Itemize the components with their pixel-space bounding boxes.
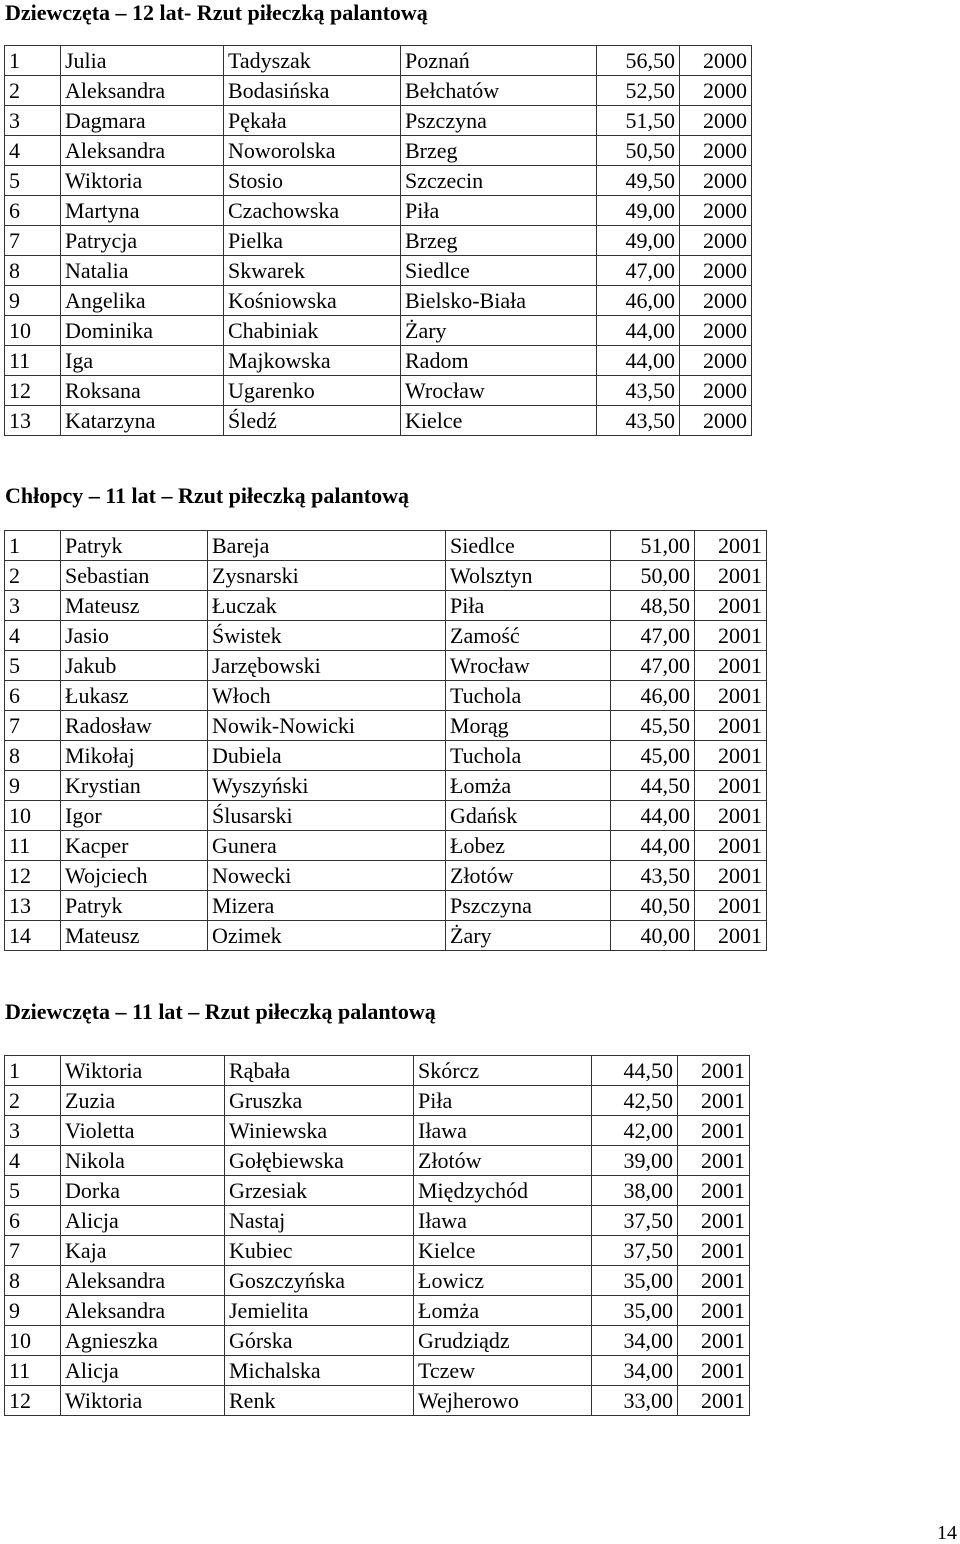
first-name-cell: Aleksandra	[61, 1296, 225, 1326]
birth-year-cell: 2001	[695, 621, 767, 651]
result-cell: 35,00	[592, 1296, 678, 1326]
result-cell: 44,00	[597, 346, 680, 376]
place-cell: 12	[5, 861, 61, 891]
first-name-cell: Violetta	[61, 1116, 225, 1146]
table-row	[5, 1326, 750, 1356]
first-name-cell: Martyna	[61, 196, 224, 226]
first-name-cell: Katarzyna	[61, 406, 224, 436]
city-cell: Kielce	[414, 1236, 592, 1266]
place-cell: 4	[5, 621, 61, 651]
table-row	[5, 741, 767, 771]
birth-year-cell: 2000	[680, 376, 752, 406]
last-name-cell: Łuczak	[208, 591, 446, 621]
table-row	[5, 771, 767, 801]
place-cell: 8	[5, 741, 61, 771]
city-cell: Gdańsk	[446, 801, 611, 831]
first-name-cell: Alicja	[61, 1356, 225, 1386]
table-row	[5, 76, 752, 106]
first-name-cell: Zuzia	[61, 1086, 225, 1116]
last-name-cell: Wyszyński	[208, 771, 446, 801]
table-row	[5, 1386, 750, 1416]
city-cell: Grudziądz	[414, 1326, 592, 1356]
first-name-cell: Natalia	[61, 256, 224, 286]
place-cell: 6	[5, 681, 61, 711]
table-row	[5, 1176, 750, 1206]
first-name-cell: Julia	[61, 46, 224, 76]
city-cell: Łomża	[446, 771, 611, 801]
last-name-cell: Nowik-Nowicki	[208, 711, 446, 741]
city-cell: Skórcz	[414, 1056, 592, 1086]
table-row	[5, 1266, 750, 1296]
place-cell: 9	[5, 286, 61, 316]
result-cell: 46,00	[597, 286, 680, 316]
first-name-cell: Dorka	[61, 1176, 225, 1206]
birth-year-cell: 2001	[678, 1086, 750, 1116]
city-cell: Morąg	[446, 711, 611, 741]
table-row	[5, 861, 767, 891]
birth-year-cell: 2000	[680, 286, 752, 316]
first-name-cell: Mikołaj	[61, 741, 208, 771]
city-cell: Radom	[401, 346, 597, 376]
result-cell: 48,50	[611, 591, 695, 621]
first-name-cell: Wiktoria	[61, 166, 224, 196]
city-cell: Pszczyna	[401, 106, 597, 136]
place-cell: 12	[5, 1386, 61, 1416]
last-name-cell: Pielka	[224, 226, 401, 256]
result-cell: 43,50	[597, 406, 680, 436]
birth-year-cell: 2001	[695, 891, 767, 921]
city-cell: Wejherowo	[414, 1386, 592, 1416]
birth-year-cell: 2001	[695, 531, 767, 561]
place-cell: 10	[5, 316, 61, 346]
place-cell: 8	[5, 256, 61, 286]
birth-year-cell: 2001	[678, 1116, 750, 1146]
first-name-cell: Aleksandra	[61, 136, 224, 166]
result-cell: 44,00	[611, 801, 695, 831]
city-cell: Kielce	[401, 406, 597, 436]
last-name-cell: Gołębiewska	[225, 1146, 414, 1176]
last-name-cell: Michalska	[225, 1356, 414, 1386]
results-table-girls-11	[4, 1055, 750, 1416]
birth-year-cell: 2001	[695, 921, 767, 951]
result-cell: 37,50	[592, 1206, 678, 1236]
result-cell: 49,00	[597, 196, 680, 226]
city-cell: Żary	[446, 921, 611, 951]
result-cell: 45,00	[611, 741, 695, 771]
first-name-cell: Łukasz	[61, 681, 208, 711]
last-name-cell: Bareja	[208, 531, 446, 561]
result-cell: 51,00	[611, 531, 695, 561]
result-cell: 44,00	[597, 316, 680, 346]
birth-year-cell: 2001	[678, 1356, 750, 1386]
last-name-cell: Winiewska	[225, 1116, 414, 1146]
result-cell: 34,00	[592, 1326, 678, 1356]
last-name-cell: Kubiec	[225, 1236, 414, 1266]
city-cell: Bielsko-Biała	[401, 286, 597, 316]
result-cell: 44,00	[611, 831, 695, 861]
last-name-cell: Goszczyńska	[225, 1266, 414, 1296]
birth-year-cell: 2001	[695, 831, 767, 861]
place-cell: 11	[5, 1356, 61, 1386]
first-name-cell: Aleksandra	[61, 76, 224, 106]
last-name-cell: Bodasińska	[224, 76, 401, 106]
last-name-cell: Śledź	[224, 406, 401, 436]
city-cell: Zamość	[446, 621, 611, 651]
last-name-cell: Jemielita	[225, 1296, 414, 1326]
result-cell: 43,50	[597, 376, 680, 406]
first-name-cell: Nikola	[61, 1146, 225, 1176]
place-cell: 7	[5, 1236, 61, 1266]
birth-year-cell: 2001	[678, 1176, 750, 1206]
birth-year-cell: 2001	[695, 651, 767, 681]
place-cell: 3	[5, 591, 61, 621]
last-name-cell: Noworolska	[224, 136, 401, 166]
city-cell: Tuchola	[446, 741, 611, 771]
table-row	[5, 316, 752, 346]
result-cell: 33,00	[592, 1386, 678, 1416]
table-row	[5, 1086, 750, 1116]
city-cell: Poznań	[401, 46, 597, 76]
table-row	[5, 1206, 750, 1236]
first-name-cell: Jakub	[61, 651, 208, 681]
first-name-cell: Sebastian	[61, 561, 208, 591]
place-cell: 13	[5, 406, 61, 436]
table-row	[5, 1236, 750, 1266]
first-name-cell: Patrycja	[61, 226, 224, 256]
place-cell: 6	[5, 196, 61, 226]
first-name-cell: Mateusz	[61, 591, 208, 621]
result-cell: 50,50	[597, 136, 680, 166]
city-cell: Międzychód	[414, 1176, 592, 1206]
table-row	[5, 46, 752, 76]
place-cell: 2	[5, 1086, 61, 1116]
section-heading-boys-11: Chłopcy – 11 lat – Rzut piłeczką palantową	[5, 483, 409, 508]
place-cell: 3	[5, 106, 61, 136]
place-cell: 5	[5, 166, 61, 196]
birth-year-cell: 2000	[680, 226, 752, 256]
table-row	[5, 801, 767, 831]
birth-year-cell: 2000	[680, 76, 752, 106]
table-row	[5, 531, 767, 561]
last-name-cell: Grzesiak	[225, 1176, 414, 1206]
birth-year-cell: 2001	[695, 711, 767, 741]
place-cell: 10	[5, 801, 61, 831]
birth-year-cell: 2000	[680, 196, 752, 226]
table-row	[5, 711, 767, 741]
last-name-cell: Chabiniak	[224, 316, 401, 346]
last-name-cell: Gunera	[208, 831, 446, 861]
birth-year-cell: 2001	[678, 1386, 750, 1416]
last-name-cell: Kośniowska	[224, 286, 401, 316]
birth-year-cell: 2001	[695, 771, 767, 801]
table-row	[5, 561, 767, 591]
birth-year-cell: 2000	[680, 256, 752, 286]
place-cell: 13	[5, 891, 61, 921]
place-cell: 10	[5, 1326, 61, 1356]
first-name-cell: Wojciech	[61, 861, 208, 891]
section-heading-girls-12: Dziewczęta – 12 lat- Rzut piłeczką palantową	[5, 0, 428, 25]
table-row	[5, 681, 767, 711]
birth-year-cell: 2001	[695, 861, 767, 891]
table-row	[5, 256, 752, 286]
table-row	[5, 651, 767, 681]
table-row	[5, 166, 752, 196]
result-cell: 43,50	[611, 861, 695, 891]
first-name-cell: Patryk	[61, 891, 208, 921]
first-name-cell: Dagmara	[61, 106, 224, 136]
city-cell: Tczew	[414, 1356, 592, 1386]
place-cell: 14	[5, 921, 61, 951]
last-name-cell: Stosio	[224, 166, 401, 196]
last-name-cell: Czachowska	[224, 196, 401, 226]
birth-year-cell: 2000	[680, 136, 752, 166]
result-cell: 35,00	[592, 1266, 678, 1296]
last-name-cell: Renk	[225, 1386, 414, 1416]
table-row	[5, 226, 752, 256]
table-row	[5, 891, 767, 921]
last-name-cell: Górska	[225, 1326, 414, 1356]
result-cell: 42,50	[592, 1086, 678, 1116]
result-cell: 47,00	[611, 651, 695, 681]
last-name-cell: Mizera	[208, 891, 446, 921]
last-name-cell: Dubiela	[208, 741, 446, 771]
birth-year-cell: 2001	[678, 1296, 750, 1326]
result-cell: 38,00	[592, 1176, 678, 1206]
last-name-cell: Nastaj	[225, 1206, 414, 1236]
birth-year-cell: 2001	[695, 801, 767, 831]
result-cell: 56,50	[597, 46, 680, 76]
first-name-cell: Dominika	[61, 316, 224, 346]
result-cell: 39,00	[592, 1146, 678, 1176]
birth-year-cell: 2001	[678, 1326, 750, 1356]
table-row	[5, 136, 752, 166]
city-cell: Pszczyna	[446, 891, 611, 921]
first-name-cell: Mateusz	[61, 921, 208, 951]
birth-year-cell: 2001	[695, 741, 767, 771]
page-number: 14	[937, 1522, 957, 1544]
last-name-cell: Ślusarski	[208, 801, 446, 831]
table-row	[5, 1296, 750, 1326]
table-row	[5, 406, 752, 436]
result-cell: 45,50	[611, 711, 695, 741]
city-cell: Piła	[401, 196, 597, 226]
last-name-cell: Jarzębowski	[208, 651, 446, 681]
table-row	[5, 831, 767, 861]
birth-year-cell: 2000	[680, 46, 752, 76]
table-row	[5, 1146, 750, 1176]
last-name-cell: Rąbała	[225, 1056, 414, 1086]
place-cell: 1	[5, 46, 61, 76]
result-cell: 40,50	[611, 891, 695, 921]
result-cell: 52,50	[597, 76, 680, 106]
result-cell: 49,50	[597, 166, 680, 196]
section-heading-girls-11: Dziewczęta – 11 lat – Rzut piłeczką palantową	[5, 999, 436, 1024]
result-cell: 40,00	[611, 921, 695, 951]
place-cell: 2	[5, 561, 61, 591]
table-row	[5, 286, 752, 316]
city-cell: Piła	[414, 1086, 592, 1116]
city-cell: Iława	[414, 1206, 592, 1236]
birth-year-cell: 2000	[680, 106, 752, 136]
table-row	[5, 591, 767, 621]
result-cell: 51,50	[597, 106, 680, 136]
place-cell: 9	[5, 771, 61, 801]
first-name-cell: Kaja	[61, 1236, 225, 1266]
first-name-cell: Wiktoria	[61, 1386, 225, 1416]
result-cell: 42,00	[592, 1116, 678, 1146]
table-row	[5, 346, 752, 376]
first-name-cell: Kacper	[61, 831, 208, 861]
last-name-cell: Skwarek	[224, 256, 401, 286]
city-cell: Wrocław	[446, 651, 611, 681]
city-cell: Siedlce	[446, 531, 611, 561]
last-name-cell: Ugarenko	[224, 376, 401, 406]
result-cell: 44,50	[611, 771, 695, 801]
place-cell: 8	[5, 1266, 61, 1296]
last-name-cell: Majkowska	[224, 346, 401, 376]
city-cell: Brzeg	[401, 136, 597, 166]
first-name-cell: Agnieszka	[61, 1326, 225, 1356]
first-name-cell: Angelika	[61, 286, 224, 316]
place-cell: 1	[5, 531, 61, 561]
place-cell: 1	[5, 1056, 61, 1086]
birth-year-cell: 2001	[678, 1236, 750, 1266]
city-cell: Złotów	[446, 861, 611, 891]
city-cell: Iława	[414, 1116, 592, 1146]
table-row	[5, 621, 767, 651]
last-name-cell: Nowecki	[208, 861, 446, 891]
result-cell: 47,00	[597, 256, 680, 286]
place-cell: 7	[5, 226, 61, 256]
place-cell: 11	[5, 831, 61, 861]
birth-year-cell: 2001	[695, 591, 767, 621]
place-cell: 5	[5, 651, 61, 681]
place-cell: 3	[5, 1116, 61, 1146]
city-cell: Łowicz	[414, 1266, 592, 1296]
city-cell: Żary	[401, 316, 597, 346]
first-name-cell: Krystian	[61, 771, 208, 801]
first-name-cell: Igor	[61, 801, 208, 831]
birth-year-cell: 2000	[680, 166, 752, 196]
table-row	[5, 1056, 750, 1086]
birth-year-cell: 2001	[678, 1146, 750, 1176]
place-cell: 2	[5, 76, 61, 106]
city-cell: Siedlce	[401, 256, 597, 286]
birth-year-cell: 2001	[695, 681, 767, 711]
city-cell: Szczecin	[401, 166, 597, 196]
table-row	[5, 106, 752, 136]
result-cell: 50,00	[611, 561, 695, 591]
results-table-girls-12	[4, 45, 752, 436]
table-row	[5, 921, 767, 951]
first-name-cell: Wiktoria	[61, 1056, 225, 1086]
first-name-cell: Roksana	[61, 376, 224, 406]
city-cell: Brzeg	[401, 226, 597, 256]
first-name-cell: Jasio	[61, 621, 208, 651]
first-name-cell: Aleksandra	[61, 1266, 225, 1296]
city-cell: Wrocław	[401, 376, 597, 406]
table-row	[5, 196, 752, 226]
last-name-cell: Zysnarski	[208, 561, 446, 591]
first-name-cell: Alicja	[61, 1206, 225, 1236]
result-cell: 49,00	[597, 226, 680, 256]
last-name-cell: Tadyszak	[224, 46, 401, 76]
place-cell: 6	[5, 1206, 61, 1236]
result-cell: 47,00	[611, 621, 695, 651]
birth-year-cell: 2000	[680, 316, 752, 346]
city-cell: Złotów	[414, 1146, 592, 1176]
table-row	[5, 376, 752, 406]
birth-year-cell: 2001	[678, 1206, 750, 1236]
place-cell: 11	[5, 346, 61, 376]
birth-year-cell: 2001	[678, 1266, 750, 1296]
last-name-cell: Gruszka	[225, 1086, 414, 1116]
birth-year-cell: 2000	[680, 406, 752, 436]
result-cell: 34,00	[592, 1356, 678, 1386]
results-table-boys-11	[4, 530, 767, 951]
city-cell: Bełchatów	[401, 76, 597, 106]
result-cell: 46,00	[611, 681, 695, 711]
city-cell: Wolsztyn	[446, 561, 611, 591]
first-name-cell: Iga	[61, 346, 224, 376]
city-cell: Łobez	[446, 831, 611, 861]
place-cell: 5	[5, 1176, 61, 1206]
place-cell: 4	[5, 136, 61, 166]
table-row	[5, 1116, 750, 1146]
place-cell: 4	[5, 1146, 61, 1176]
place-cell: 12	[5, 376, 61, 406]
birth-year-cell: 2001	[695, 561, 767, 591]
city-cell: Łomża	[414, 1296, 592, 1326]
birth-year-cell: 2001	[678, 1056, 750, 1086]
result-cell: 37,50	[592, 1236, 678, 1266]
city-cell: Piła	[446, 591, 611, 621]
last-name-cell: Świstek	[208, 621, 446, 651]
last-name-cell: Pękała	[224, 106, 401, 136]
last-name-cell: Włoch	[208, 681, 446, 711]
first-name-cell: Radosław	[61, 711, 208, 741]
place-cell: 7	[5, 711, 61, 741]
birth-year-cell: 2000	[680, 346, 752, 376]
result-cell: 44,50	[592, 1056, 678, 1086]
place-cell: 9	[5, 1296, 61, 1326]
last-name-cell: Ozimek	[208, 921, 446, 951]
table-row	[5, 1356, 750, 1386]
city-cell: Tuchola	[446, 681, 611, 711]
first-name-cell: Patryk	[61, 531, 208, 561]
